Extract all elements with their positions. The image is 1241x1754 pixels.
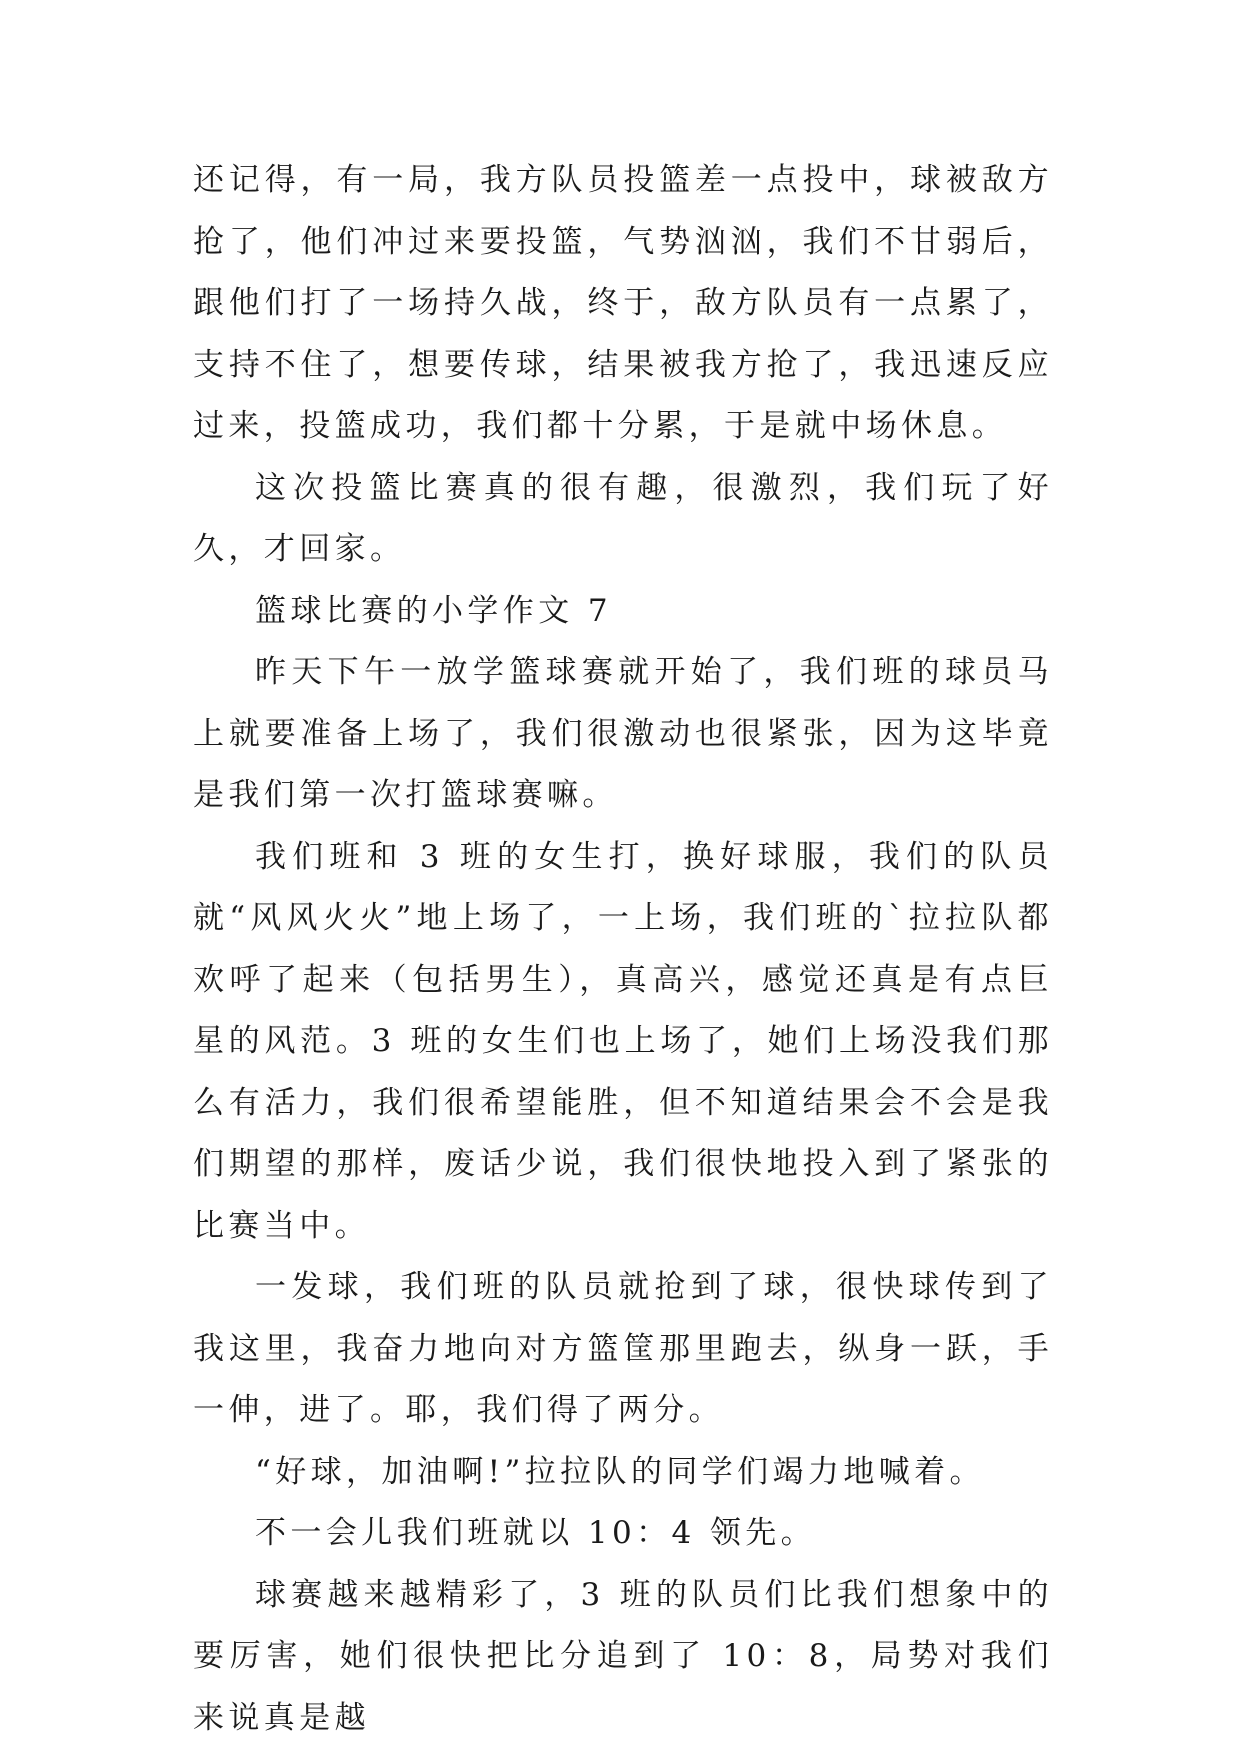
paragraph: 一发球，我们班的队员就抢到了球，很快球传到了我这里，我奋力地向对方篮筐那里跑去，纵身一跃，手一伸，进了。耶，我们得了两分。 [193, 1269, 1053, 1428]
paragraph: 不一会儿我们班就以 10：4 领先。 [255, 1515, 817, 1551]
paragraph: 昨天下午一放学篮球赛就开始了，我们班的球员马上就要准备上场了，我们很激动也很紧张，因为这毕竟是我们第一次打篮球赛嘛。 [193, 654, 1053, 813]
paragraph: 我们班和 3 班的女生打，换好球服，我们的队员就“风风火火”地上场了，一上场，我们班的`拉拉队都欢呼了起来（包括男生），真高兴，感觉还真是有点巨星的风范。3 班的女生们也上场了，她们上场没我们那么有活力，我们很希望能胜，但不知道结果会不会是我们期望的那样，废话少说，我们很快地投入到了紧张的比赛当中。 [193, 838, 1053, 1244]
paragraph: 球赛越来越精彩了，3 班的队员们比我们想象中的要厉害，她们很快把比分追到了 10：8，局势对我们来说真是越 [193, 1576, 1053, 1736]
paragraph: “好球，加油啊!”拉拉队的同学们竭力地喊着。 [255, 1453, 985, 1490]
paragraph: 这次投篮比赛真的很有趣，很激烈，我们玩了好久，才回家。 [193, 469, 1053, 567]
paragraph-continuation: 还记得，有一局，我方队员投篮差一点投中，球被敌方抢了，他们冲过来要投篮，气势汹汹，我们不甘弱后，跟他们打了一场持久战，终于，敌方队员有一点累了，支持不住了，想要传球，结果被我方抢了，我迅速反应过来，投篮成功，我们都十分累，于是就中场休息。 [193, 162, 1053, 444]
document-page [193, 150, 1053, 1749]
section-title: 篮球比赛的小学作文 7 [255, 592, 612, 629]
